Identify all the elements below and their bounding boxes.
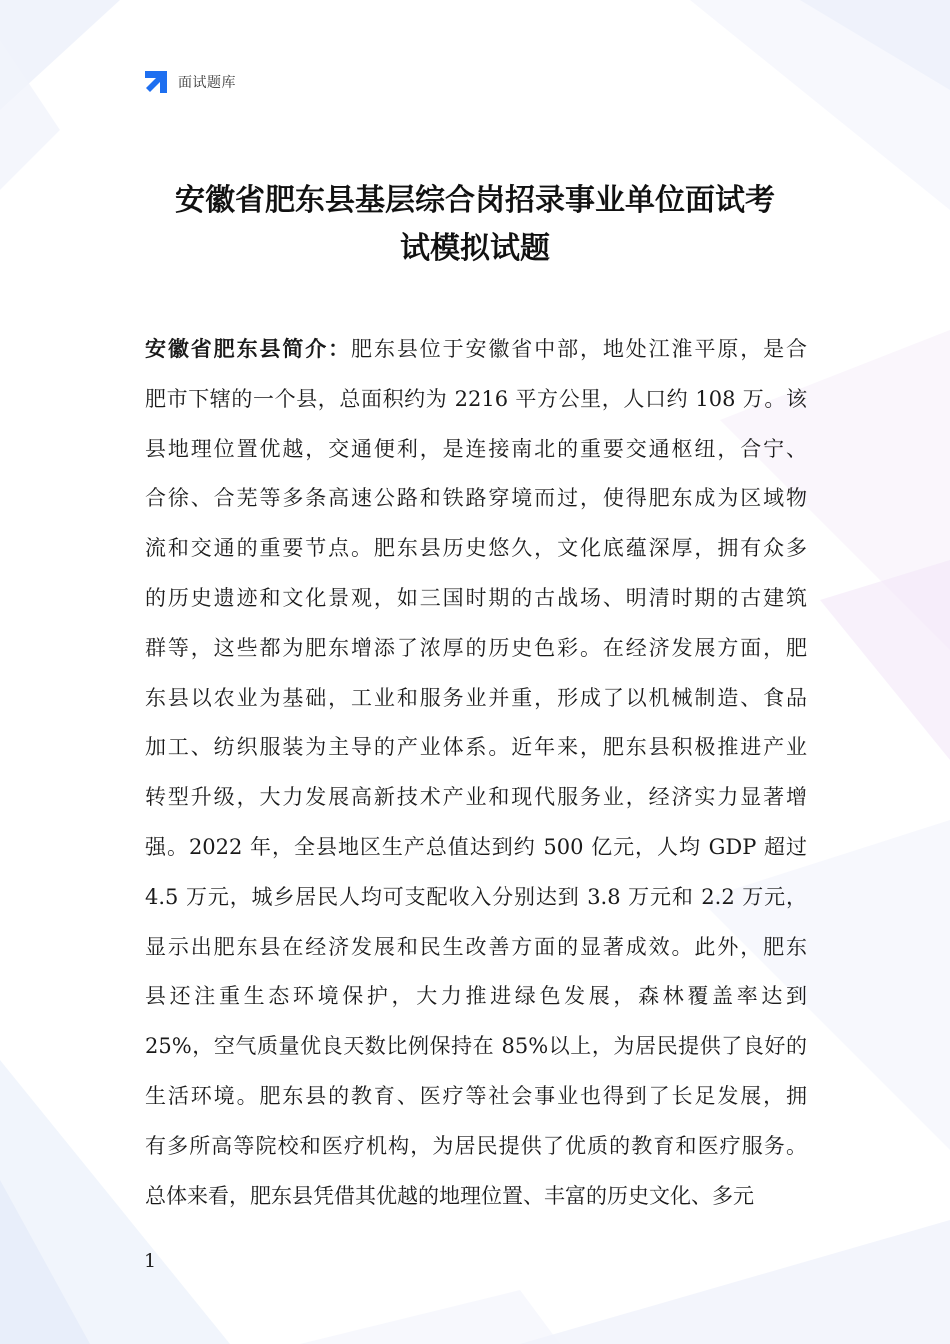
paragraph-text: 肥东县位于安徽省中部，地处江淮平原，是合 bbox=[351, 337, 808, 361]
paragraph-line: 的历史遗迹和文化景观，如三国时期的古战场、明清时期的古建筑 bbox=[145, 585, 807, 610]
paragraph-line: 转型升级，大力发展高新技术产业和现代服务业，经济实力显著增 bbox=[145, 785, 807, 810]
article-body bbox=[145, 325, 807, 1221]
paragraph-line: 肥市下辖的一个县，总面积约为 2216 平方公里，人口约 108 万。该 bbox=[145, 386, 807, 411]
paragraph-line: 东县以农业为基础，工业和服务业并重，形成了以机械制造、食品 bbox=[145, 685, 807, 710]
header bbox=[143, 68, 236, 96]
title-line: 试模拟试题 bbox=[400, 231, 550, 266]
intro-heading: 安徽省肥东县简介： bbox=[145, 337, 352, 361]
paragraph-line: 显示出肥东县在经济发展和民生改善方面的显著成效。此外，肥东 bbox=[145, 934, 807, 959]
paragraph-line: 群等，这些都为肥东增添了浓厚的历史色彩。在经济发展方面，肥 bbox=[145, 635, 807, 660]
title-line: 安徽省肥东县基层综合岗招录事业单位面试考 bbox=[175, 183, 775, 218]
arrow-up-right-icon bbox=[143, 69, 169, 95]
paragraph-line: 县地理位置优越，交通便利，是连接南北的重要交通枢纽，合宁、 bbox=[145, 436, 807, 461]
page-number: 1 bbox=[144, 1250, 157, 1272]
paragraph-line: 合徐、合芜等多条高速公路和铁路穿境而过，使得肥东成为区域物 bbox=[145, 486, 807, 511]
paragraph-line bbox=[145, 325, 807, 375]
paragraph-line: 25%，空气质量优良天数比例保持在 85%以上，为居民提供了良好的 bbox=[145, 1034, 807, 1059]
paragraph-line: 流和交通的重要节点。肥东县历史悠久，文化底蕴深厚，拥有众多 bbox=[145, 536, 807, 561]
document-title bbox=[130, 177, 820, 273]
paragraph-line: 生活环境。肥东县的教育、医疗等社会事业也得到了长足发展，拥 bbox=[145, 1083, 807, 1108]
paragraph-line: 有多所高等院校和医疗机构，为居民提供了优质的教育和医疗服务。 bbox=[145, 1133, 807, 1158]
paragraph-line: 总体来看，肥东县凭借其优越的地理位置、丰富的历史文化、多元 bbox=[145, 1183, 754, 1208]
brand-label: 面试题库 bbox=[178, 75, 236, 91]
paragraph-line: 加工、纺织服装为主导的产业体系。近年来，肥东县积极推进产业 bbox=[145, 735, 807, 760]
paragraph-line: 强。2022 年，全县地区生产总值达到约 500 亿元，人均 GDP 超过 bbox=[145, 834, 807, 859]
paragraph-line: 县还注重生态环境保护，大力推进绿色发展，森林覆盖率达到 bbox=[145, 984, 807, 1009]
paragraph-line: 4.5 万元，城乡居民人均可支配收入分别达到 3.8 万元和 2.2 万元， bbox=[145, 884, 807, 909]
